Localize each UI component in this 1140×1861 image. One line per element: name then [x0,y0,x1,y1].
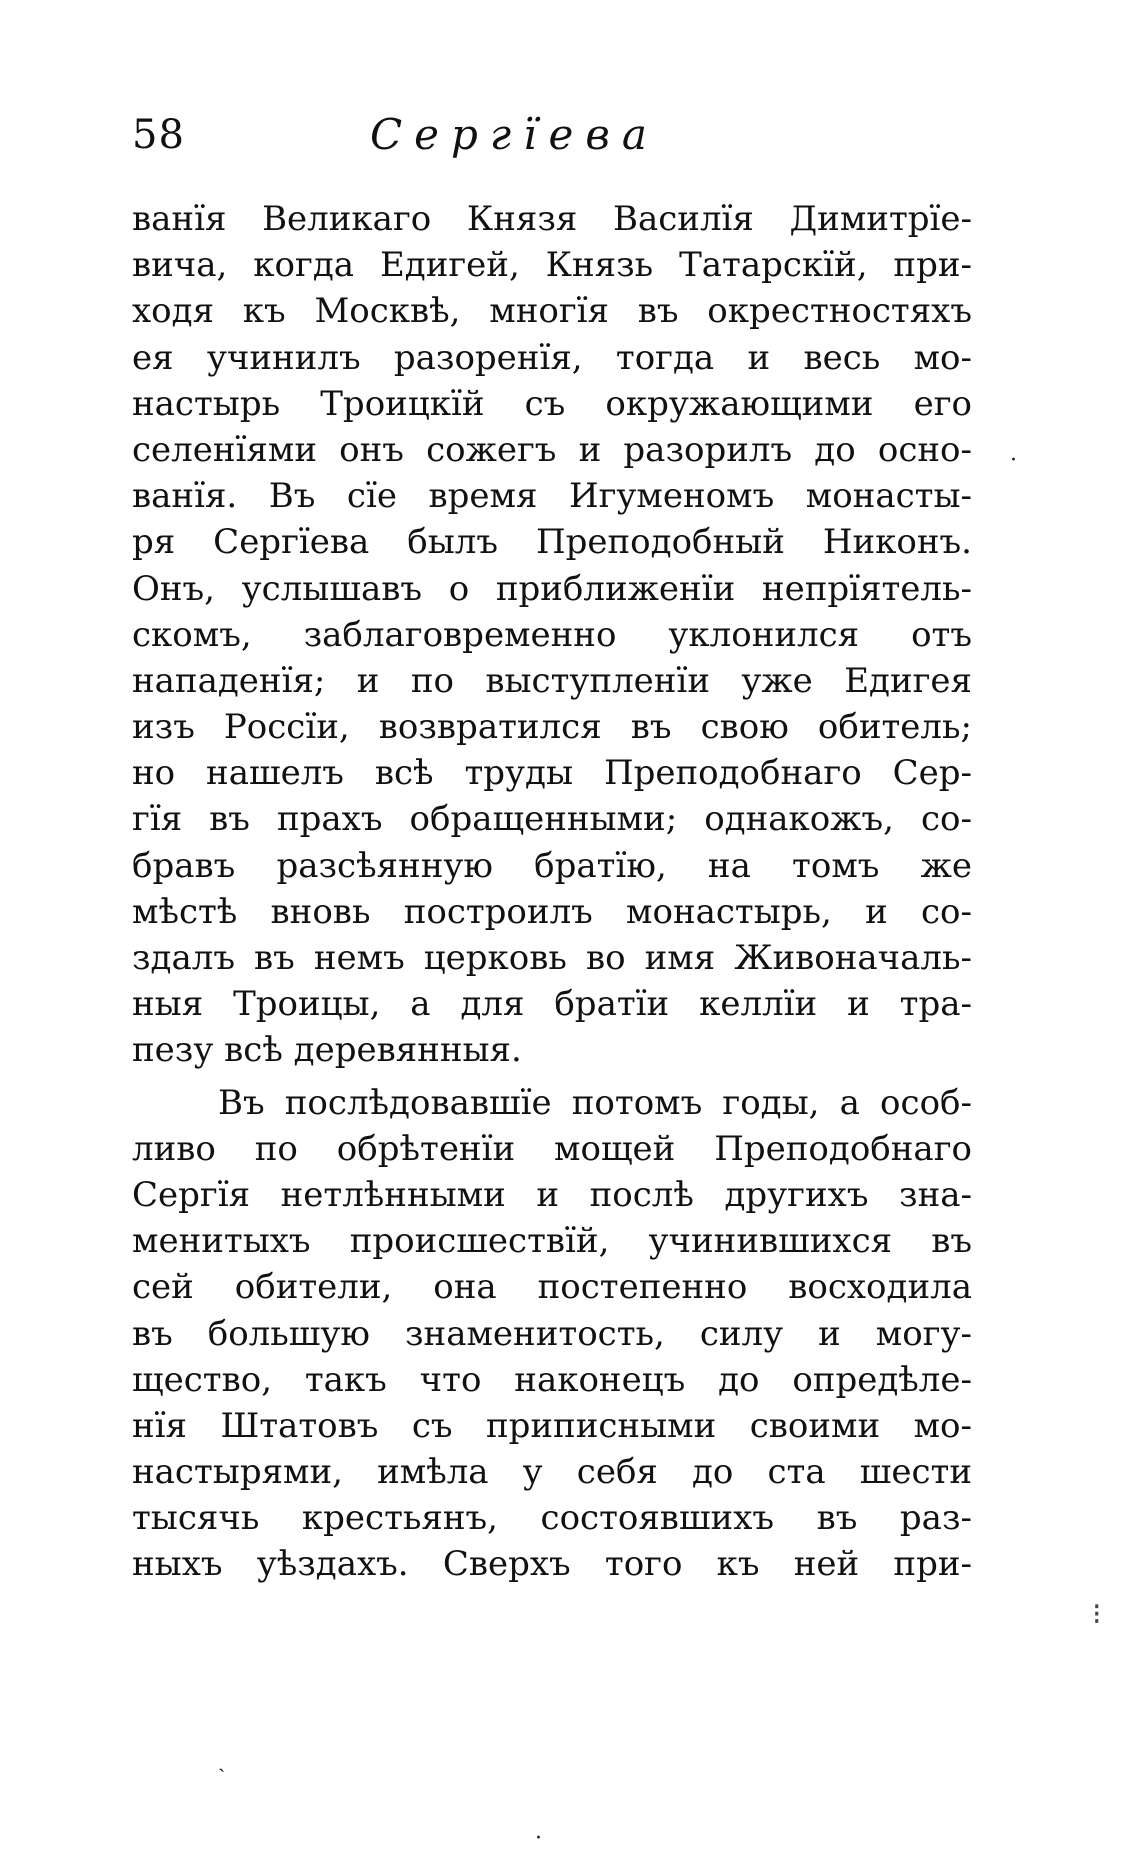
text-line: Сергїя нетлѣнными и послѣ другихъ зна- [132,1174,972,1215]
page-number: 58 [132,112,185,158]
text-line: ея учинилъ разоренїя, тогда и весь мо- [132,337,972,378]
text-line: скомъ, заблаговременно уклонился отъ [132,614,972,655]
running-title: Сергїева [370,110,659,159]
text-line: ныхъ уѣздахъ. Сверхъ того къ ней при- [132,1544,972,1585]
text-line: мѣстѣ вновь построилъ монастырь, и со- [132,891,972,932]
body-text [132,196,972,1588]
text-line: настырь Троицкїй съ окружающими его [132,383,972,424]
text-line: настырями, имѣла у себя до ста шести [132,1452,972,1493]
text-line: здалъ въ немъ церковь во имя Живоначаль- [132,938,972,978]
text-line: пезу всѣ деревянныя. [132,1030,522,1071]
paragraph-2 [132,1080,972,1588]
scan-speck: · [535,1826,542,1851]
text-line: менитыхъ происшествїй, учинившихся въ [132,1221,972,1262]
text-line: селенїями онъ сожегъ и разорилъ до осно- [132,429,972,470]
margin-scan-mark: ⁝ [1092,1597,1102,1632]
text-line: ливо по обрѣтенїи мощей Преподобнаго [132,1128,972,1169]
text-line: ванїя Великаго Князя Василїя Димитрїе- [132,199,972,239]
text-line: нїя Штатовъ съ приписными своими мо- [132,1405,972,1446]
text-line: ныя Троицы, а для братїи келлїи и тра- [132,984,972,1025]
text-line: гїя въ прахъ обращенными; однакожъ, со- [132,799,972,840]
text-line: но нашелъ всѣ труды Преподобнаго Сер- [132,753,972,794]
text-line: щество, такъ что наконецъ до опредѣле- [132,1359,972,1400]
text-line: нападенїя; и по выступленїи уже Едигея [132,660,972,701]
paragraph-1 [132,196,972,1074]
page-header [132,100,972,170]
text-line: бравъ разсѣянную братїю, на томъ же [132,845,972,886]
text-line: вича, когда Едигей, Князь Татарскїй, при- [132,245,972,286]
scan-speck: · [1010,448,1017,473]
text-line: ванїя. Въ сїе время Игуменомъ монасты- [132,476,972,517]
text-line: ходя къ Москвѣ, многїя въ окрестностяхъ [132,291,972,332]
text-line: тысячь крестьянъ, состоявшихъ въ раз- [132,1498,972,1539]
text-line: ря Сергїева былъ Преподобный Никонъ. [132,522,972,563]
text-line: Онъ, услышавъ о приближенїи непрїятель- [132,568,972,609]
text-line: сей обители, она постепенно восходила [132,1267,972,1308]
text-line: въ большую знаменитость, силу и могу- [132,1313,972,1354]
text-line: изъ Россїи, возвратился въ свою обитель; [132,707,972,748]
scan-speck: ˏ [218,1748,226,1773]
text-line: Въ послѣдовавшїе потомъ годы, а особ- [218,1082,972,1123]
